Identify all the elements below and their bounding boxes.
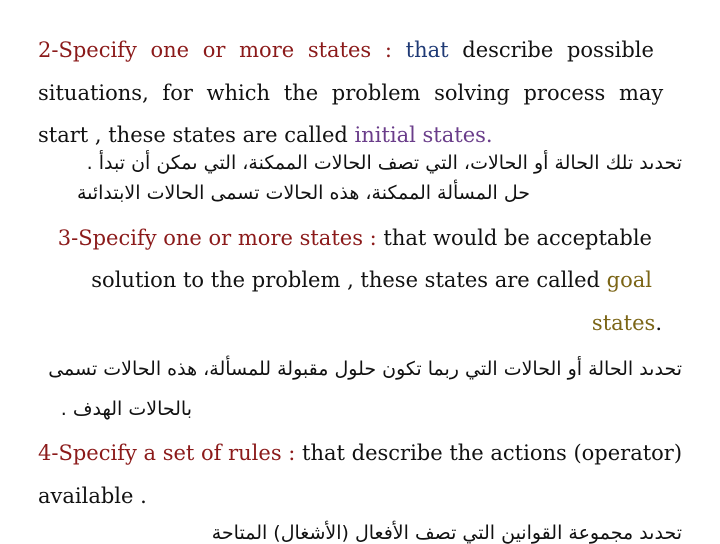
- arabic-translation-2-line1: تحدىد الحالة أو الحالات التي ربما تكون حلول مقبولة للمسألة، هذه الحالات تسمى: [48, 358, 682, 380]
- item2-line3-text: start , these states are called: [38, 123, 355, 147]
- item4-line1: [38, 441, 682, 465]
- item2-keyword-that: that: [405, 38, 449, 62]
- item3-line1: [58, 226, 652, 250]
- arabic-translation-3-line1: تحدىد مجموعة القوانين التي تصف الأفعال (الأشغال) المتاحة: [211, 522, 682, 544]
- item2-heading: 2-Specify: [38, 38, 137, 62]
- item3-heading: 3-Specify one or more states :: [57, 226, 384, 250]
- goal-term: goal: [606, 268, 652, 292]
- item4-heading: 4-Specify a set of rules :: [38, 441, 303, 465]
- arabic-translation-2-line2: بالحالات الهدف .: [60, 398, 192, 420]
- item3-line3: [592, 311, 662, 335]
- item3-line2-text: solution to the problem , these states are called: [91, 268, 607, 292]
- initial-states-term: initial states.: [354, 123, 493, 147]
- arabic-translation-1-line2: حل المسألة الممكنة، هذه الحالات تسمى الحالات الابتدائىة: [76, 182, 530, 204]
- item3-period: .: [655, 311, 662, 335]
- item4-line2: available .: [38, 484, 147, 508]
- item3-line1-tail: that would be acceptable: [383, 226, 652, 250]
- item2-heading-states: one or more states :: [136, 38, 406, 62]
- item2-line1: [38, 38, 654, 62]
- item4-line1-tail: that describe the actions (operator): [302, 441, 683, 465]
- item3-line2: [91, 268, 652, 292]
- item2-line3: [38, 123, 493, 147]
- item2-line1-tail: describe possible: [448, 38, 654, 62]
- arabic-translation-1-line1: تحدىد تلك الحالة أو الحالات، التي تصف الحالات الممكنة، التي ىمكن أن تبدأ .: [86, 152, 682, 174]
- item2-line2: situations, for which the problem solving process may: [38, 81, 664, 105]
- goal-states-term: states: [591, 311, 656, 335]
